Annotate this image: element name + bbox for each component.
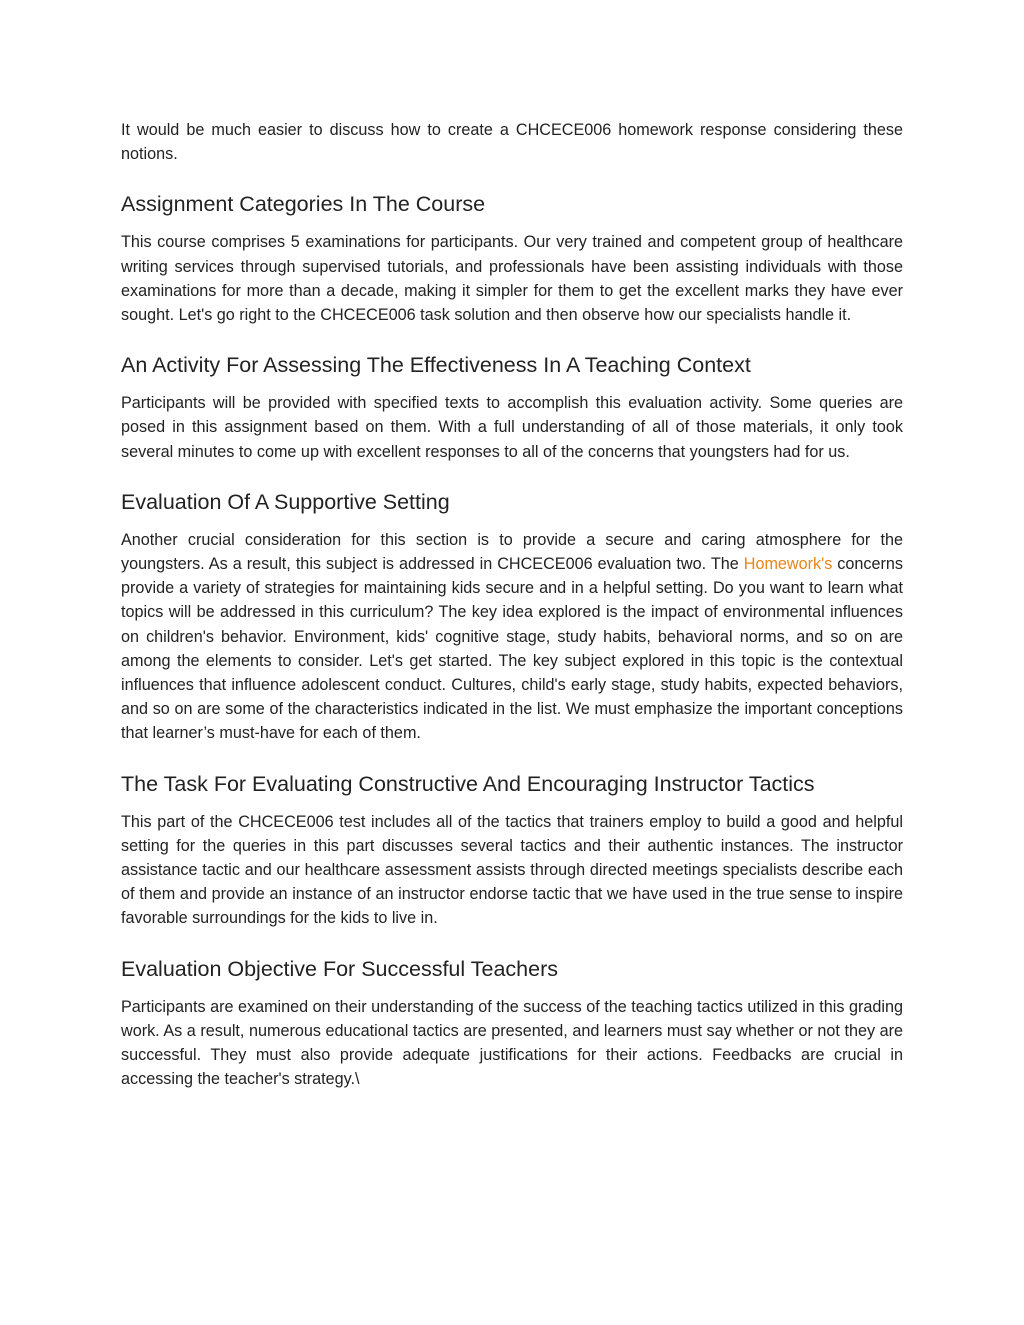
paragraph-instructor-tactics: This part of the CHCECE006 test includes all of the tactics that trainers employ to build a good and helpful setting for the queries in this part discusses several tactics and their authentic instances. The instructor assistance tactic and our healthcare assessment assists through directed meetings specialists describe each of them and provide an instance of an instructor endorse tactic that we have used in the true sense to inspire favorable surroundings for the kids to live in.	[121, 812, 903, 928]
heading-assignment-categories: Assignment Categories In The Course	[121, 192, 486, 217]
homeworks-link[interactable]: Homework's	[743, 555, 833, 574]
paragraph-assignment-categories: This course comprises 5 examinations for participants. Our very trained and competent group of healthcare writing services through supervised tutorials, and professionals have been assisting individuals with those examinations for more than a decade, making it simpler for them to get the excellent marks they have ever sought. Let's go right to the CHCECE006 task solution and then observe how our specialists handle it.	[121, 233, 903, 325]
heading-assessing-effectiveness: An Activity For Assessing The Effectiveness In A Teaching Context	[121, 353, 751, 378]
paragraph-successful-teachers: Participants are examined on their understanding of the success of the teaching tactics utilized in this grading work. As a result, numerous educational tactics are presented, and learners must say whether or not they are successful. They must also provide adequate justifications for their actions. Feedbacks are crucial in accessing the teacher's strategy.\	[121, 997, 903, 1089]
document-page	[121, 118, 903, 1114]
intro-paragraph: It would be much easier to discuss how to create a CHCECE006 homework response considering these notions.	[121, 121, 903, 164]
heading-instructor-tactics: The Task For Evaluating Constructive And Encouraging Instructor Tactics	[121, 771, 815, 796]
heading-successful-teachers: Evaluation Objective For Successful Teachers	[121, 956, 558, 981]
paragraph-assessing-effectiveness: Participants will be provided with specified texts to accomplish this evaluation activity. Some queries are posed in this assignment based on them. With a full understanding of all of those materials, it only took several minutes to come up with excellent responses to all of the concerns that youngsters had for us.	[121, 394, 903, 461]
paragraph-text-after-link: concerns provide a variety of strategies for maintaining kids secure and in a helpful setting. Do you want to learn what topics will be addressed in this curriculum? The key idea explored is the impact of environmental influences on children's behavior. Environment, kids' cognitive stage, study habits, behavioral norms, and so on are among the elements to consider. Let's get started. The key subject explored in this topic is the contextual influences that influence adolescent conduct. Cultures, child's early stage, study habits, expected behaviors, and so on are some of the characteristics indicated in the list. We must emphasize the important conceptions that learner’s must-have for each of them.	[121, 555, 903, 743]
heading-supportive-setting: Evaluation Of A Supportive Setting	[121, 489, 450, 514]
paragraph-supportive-setting	[121, 528, 903, 746]
paragraph-text-before-link: Another crucial consideration for this section is to provide a secure and caring atmosphere for the youngsters. As a result, this subject is addressed in CHCECE006 evaluation two. The	[121, 530, 903, 574]
